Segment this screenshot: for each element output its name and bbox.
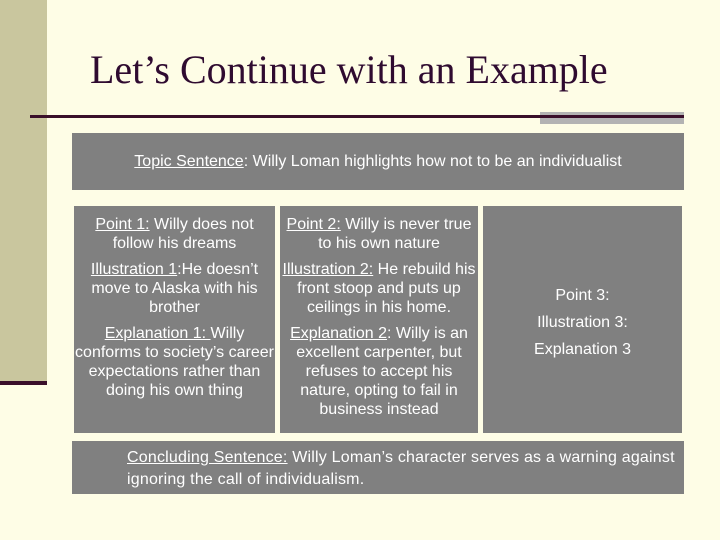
illustration-2-text: He rebuild his front stoop and puts up ceilings in his home. <box>297 261 476 316</box>
left-bar-underline <box>0 381 47 385</box>
point-1-label: Point 1: <box>95 216 150 233</box>
concluding-sentence-box <box>72 441 684 494</box>
topic-sentence-box <box>72 133 684 190</box>
point-1-text: Willy does not follow his dreams <box>112 216 254 252</box>
concluding-sentence-label: Concluding Sentence: <box>127 449 288 466</box>
point-1-box <box>74 206 275 433</box>
explanation-1-label: Explanation 1: <box>104 325 211 342</box>
explanation-3-line: Explanation 3 <box>534 341 631 358</box>
left-decorative-bar <box>0 0 47 382</box>
illustration-1-text: :He doesn’t move to Alaska with his brother <box>91 261 259 316</box>
slide-title: Let’s Continue with an Example <box>90 47 608 92</box>
explanation-2 <box>280 324 478 419</box>
point-3-line: Point 3: <box>555 287 610 304</box>
concluding-sentence-text: Willy Loman’s character serves as a warning against ignoring the call of individualism. <box>127 449 675 488</box>
point-3-box <box>483 206 682 433</box>
explanation-2-label: Explanation 2 <box>290 325 388 342</box>
point-2-label: Point 2: <box>286 216 341 233</box>
explanation-1-text: Willy conforms to society’s career expectations rather than doing his own thing <box>75 325 274 399</box>
illustration-1 <box>74 260 275 317</box>
point-2-box <box>280 206 478 433</box>
point-2-statement <box>280 215 478 253</box>
topic-sentence-label: Topic Sentence <box>134 153 244 170</box>
explanation-1 <box>74 324 275 400</box>
explanation-2-text: : Willy is an excellent carpenter, but refuses to accept his nature, opting to fail in business instead <box>296 325 468 418</box>
illustration-3-line: Illustration 3: <box>537 314 628 331</box>
topic-sentence-text: : Willy Loman highlights how not to be an individualist <box>243 153 622 170</box>
point-1-statement <box>74 215 275 253</box>
point-2-text: Willy is never true to his own nature <box>318 216 472 252</box>
illustration-1-label: Illustration 1 <box>90 261 178 278</box>
illustration-2-label: Illustration 2: <box>282 261 374 278</box>
illustration-2 <box>280 260 478 317</box>
title-rule-accent <box>540 112 684 124</box>
title-rule <box>30 115 684 118</box>
